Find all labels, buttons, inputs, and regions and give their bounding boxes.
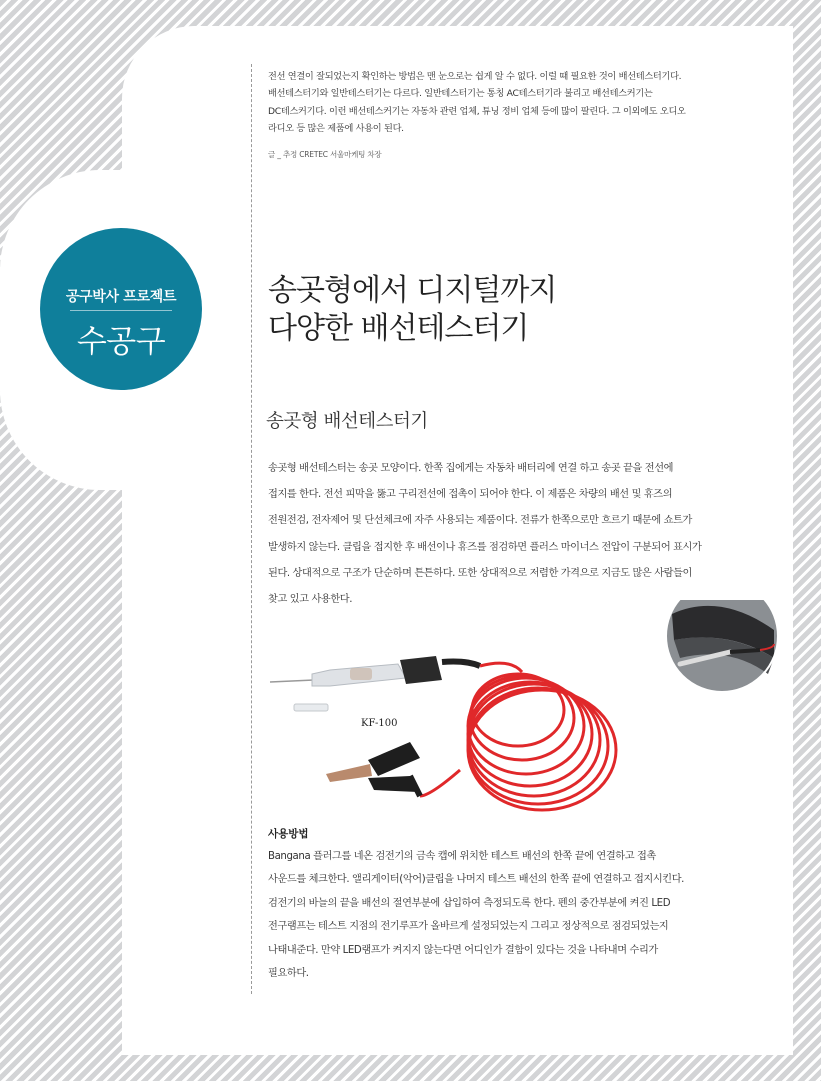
intro-line: 라디오 등 많은 제품에 사용이 된다. [268,122,404,134]
column-divider [251,64,252,994]
usage-line: 전구램프는 테스트 지점의 전기루프가 올바르게 설정되었는지 그리고 정상적으로 점검되었는지 [268,921,669,933]
model-label: KF-100 [361,718,398,729]
author-byline: 글 _ 추정 CRETEC 서울마케팅 차장 [268,150,382,159]
usage-text [268,845,728,985]
badge-category: 수공구 [76,324,166,360]
usage-line: 사운드를 체크한다. 앨리게이터(악어)클립을 나머지 테스트 배선의 한쪽 끝에 연결하고 접지시킨다. [268,874,685,886]
usage-line: 필요하다. [268,968,309,980]
section-badge [40,228,202,390]
intro-line: 전선 연결이 잘되었는지 확인하는 방법은 맨 눈으로는 쉽게 알 수 없다. 이럴 때 필요한 것이 배선테스터기다. [268,71,682,82]
title-line-2: 다양한 배선테스터기 [268,311,529,346]
title-line-1: 송곳형에서 디지털까지 [268,273,557,308]
usage-line: 검전기의 바늘의 끝을 배선의 절연부분에 삽입하여 측정되도록 한다. 펜의 중간부분에 켜진 LED [268,897,671,909]
inset-photo [666,600,778,692]
badge-series: 공구박사 프로젝트 [65,289,177,305]
usage-line: 나태내준다. 만약 LED램프가 켜지지 않는다면 어디인가 결함이 있다는 것을 나타내며 수리가 [268,944,658,956]
badge-divider [70,310,172,311]
body-text [268,456,733,613]
usage-heading: 사용방법 [268,828,309,840]
section-heading: 송곳형 배선테스터기 [266,411,428,432]
body-line: 접지를 한다. 전선 피막을 뚫고 구리전선에 접촉이 되어야 한다. 이 제품은 차량의 배선 및 휴즈의 [268,489,673,501]
intro-line: DC테스커기다. 이런 배선테스커기는 자동차 관련 업체, 튜닝 정비 업체 등에 많이 팔린다. 그 이외에도 오디오 [268,105,686,117]
usage-line: Bangana 플러그를 네온 검전기의 금속 캡에 위치한 테스트 배선의 한쪽 끝에 연결하고 접촉 [268,851,656,862]
coiled-cable [420,663,616,810]
intro-text [268,68,708,137]
article-title [268,272,748,348]
probe-pen [270,656,480,711]
product-photo [260,600,800,820]
intro-line: 배선테스터기와 일반테스터기는 다르다. 일반테스터기는 통칭 AC테스터기라 불리고 배선테스커기는 [268,88,653,100]
body-line: 송곳형 배선테스터는 송곳 모양이다. 한쪽 집에게는 자동차 배터리에 연결 하고 송곳 끝을 전선에 [268,463,674,474]
body-line: 발생하지 않는다. 클립을 접지한 후 배선이나 휴즈를 점검하면 플러스 마이너스 전압이 구분되어 표시가 [268,541,702,553]
body-line: 찾고 있고 사용한다. [268,594,353,606]
alligator-clip [326,742,420,796]
body-line: 된다. 상대적으로 구조가 단순하며 튼튼하다. 또한 상대적으로 저렴한 가격으로 지금도 많은 사람들이 [268,567,692,579]
body-line: 전원전검, 전자제어 및 단선체크에 자주 사용되는 제품이다. 전류가 한쪽으로만 흐르기 때문에 쇼트가 [268,515,692,527]
